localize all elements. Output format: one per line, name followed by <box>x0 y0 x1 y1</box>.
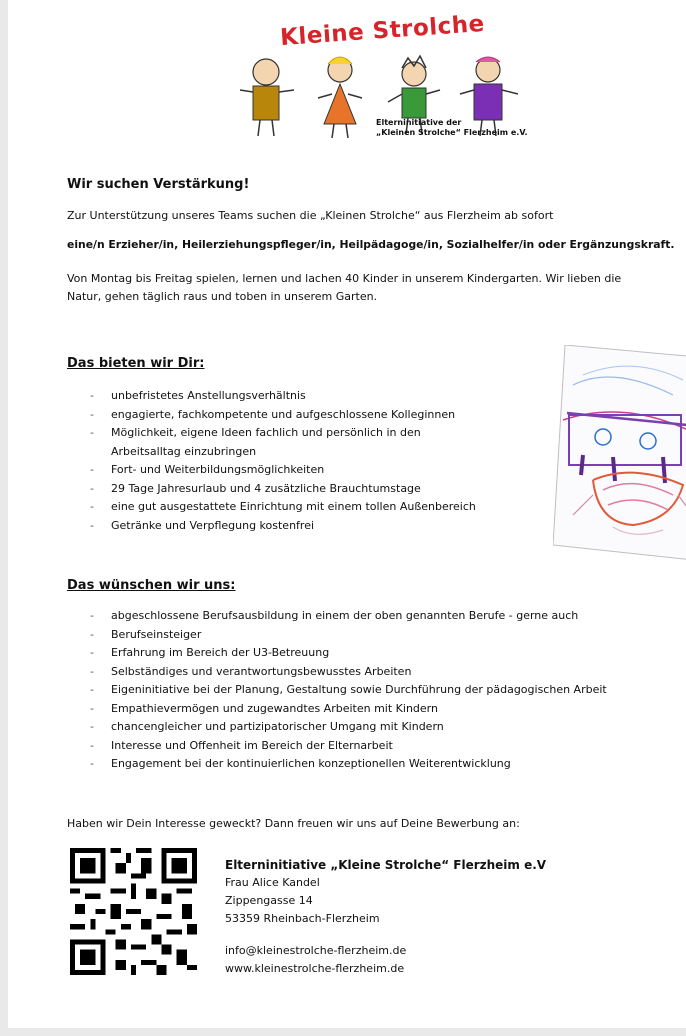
list-item: - engagierte, fachkompetente und aufgeschlossene Kolleginnen <box>90 406 476 425</box>
list-item: - Selbständiges und verantwortungsbewusstes Arbeiten <box>90 663 607 682</box>
list-item: - abgeschlossene Berufsausbildung in einem der oben genannten Berufe - gerne auch <box>90 607 607 626</box>
description-line2: Natur, gehen täglich raus und toben in unserem Garten. <box>67 290 378 303</box>
contact-street: Zippengasse 14 <box>225 894 313 907</box>
closing-line: Haben wir Dein Interesse geweckt? Dann freuen wir uns auf Deine Bewerbung an: <box>67 817 520 830</box>
logo-subtitle <box>376 118 528 138</box>
list-item: - eine gut ausgestattete Einrichtung mit einem tollen Außenbereich <box>90 498 476 517</box>
contact-city: 53359 Rheinbach-Flerzheim <box>225 912 380 925</box>
list-item: - Eigeninitiative bei der Planung, Gestaltung sowie Durchführung der pädagogischen Arbeit <box>90 681 607 700</box>
description <box>67 270 621 306</box>
description-line1: Von Montag bis Freitag spielen, lernen und lachen 40 Kinder in unserem Kindergarten. Wir lieben die <box>67 272 622 285</box>
page-bottom-edge <box>0 1028 686 1036</box>
child-drawing-image <box>553 345 686 560</box>
qr-code[interactable] <box>70 848 197 975</box>
wish-title: Das wünschen wir uns: <box>67 578 236 593</box>
list-item: - chancengleicher und partizipatorischer Umgang mit Kindern <box>90 718 607 737</box>
list-item: - Interesse und Offenheit im Bereich der Elternarbeit <box>90 737 607 756</box>
logo <box>236 10 536 144</box>
contact-address <box>225 856 546 978</box>
list-item: - unbefristetes Anstellungsverhältnis <box>90 387 476 406</box>
list-item: - Getränke und Verpflegung kostenfrei <box>90 517 476 536</box>
list-item: - Möglichkeit, eigene Ideen fachlich und persönlich in den <box>90 424 476 443</box>
logo-subtitle-line1: Elterninitiative der <box>376 118 462 127</box>
list-item: - Engagement bei der kontinuierlichen konzeptionellen Weiterentwicklung <box>90 755 607 774</box>
list-item: - Empathievermögen und zugewandtes Arbeiten mit Kindern <box>90 700 607 719</box>
list-item: - Fort- und Weiterbildungsmöglichkeiten <box>90 461 476 480</box>
contact-website-link[interactable]: www.kleinestrolche-flerzheim.de <box>225 962 405 975</box>
intro-line: Zur Unterstützung unseres Teams suchen die „Kleinen Strolche“ aus Flerzheim ab sofort <box>67 209 554 222</box>
logo-subtitle-line2: „Kleinen Strolche“ Flerzheim e.V. <box>376 128 528 137</box>
contact-organization: Elterninitiative „Kleine Strolche“ Flerzheim e.V <box>225 858 547 872</box>
page-left-edge <box>0 0 8 1036</box>
contact-email-link[interactable]: info@kleinestrolche-flerzheim.de <box>225 944 407 957</box>
wish-list <box>90 607 607 774</box>
list-item: - Erfahrung im Bereich der U3-Betreuung <box>90 644 607 663</box>
list-item: Arbeitsalltag einzubringen <box>111 444 257 458</box>
offer-list <box>90 387 476 535</box>
roles-line: eine/n Erzieher/in, Heilerziehungspfleger/in, Heilpädagoge/in, Sozialhelfer/in oder Ergänzungskraft. <box>67 238 675 251</box>
offer-title: Das bieten wir Dir: <box>67 356 205 371</box>
logo-title: Kleine Strolche <box>279 10 486 52</box>
main-heading: Wir suchen Verstärkung! <box>67 177 250 192</box>
contact-person: Frau Alice Kandel <box>225 876 320 889</box>
list-item: - 29 Tage Jahresurlaub und 4 zusätzliche Brauchtumstage <box>90 480 476 499</box>
list-item: - Berufseinsteiger <box>90 626 607 645</box>
